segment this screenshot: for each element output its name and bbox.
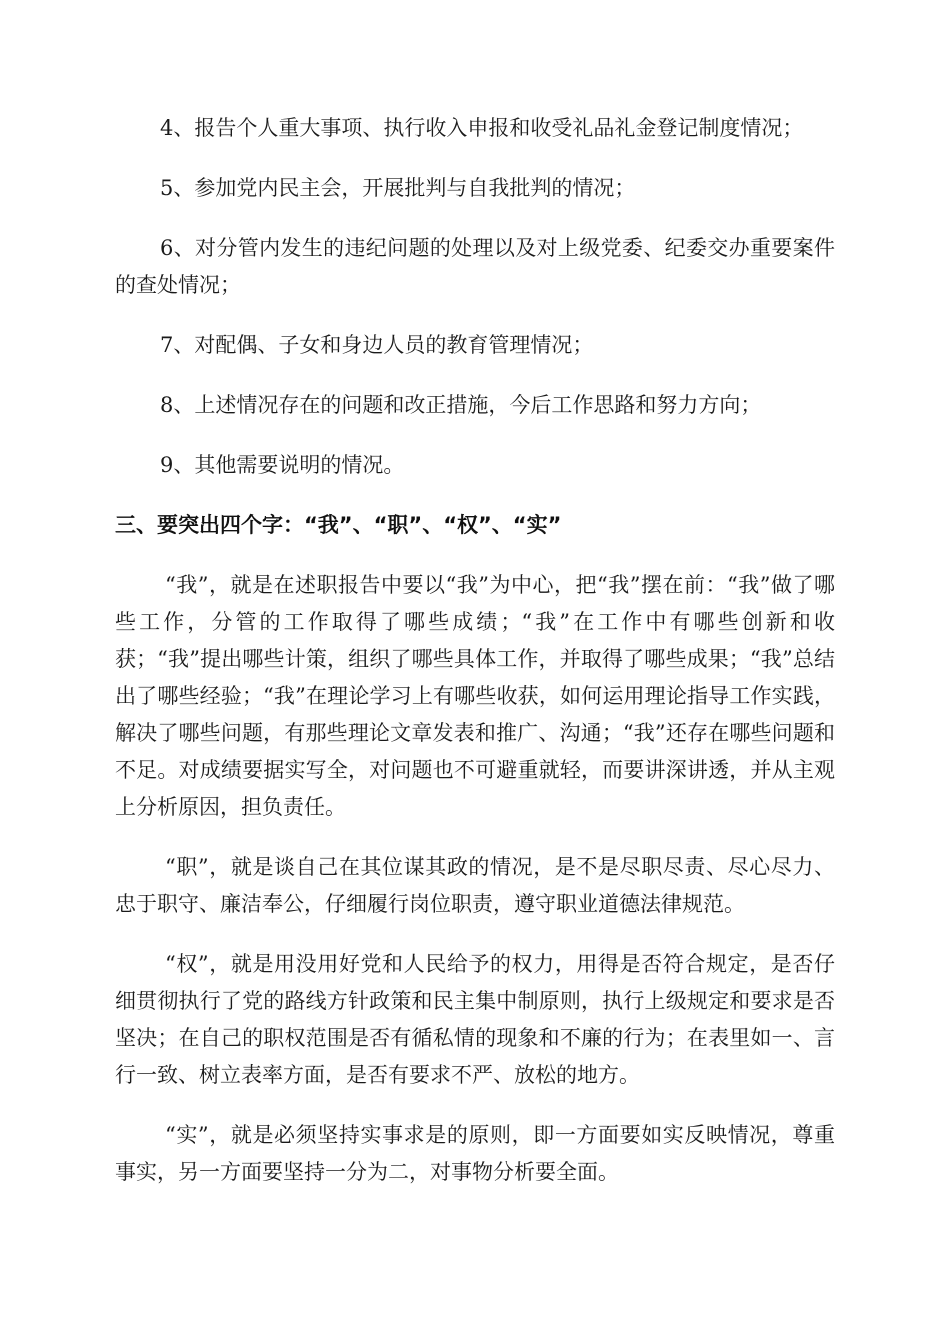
- paragraph-shi: “实”，就是必须坚持实事求是的原则，即一方面要如实反映情况，尊重事实，另一方面要坚持一分为二，对事物分析要全面。: [115, 1123, 835, 1184]
- document-body: [115, 110, 835, 1214]
- list-item-7: 7、对配偶、子女和身边人员的教育管理情况；: [160, 333, 594, 357]
- list-item-4: 4、报告个人重大事项、执行收入申报和收受礼品礼金登记制度情况；: [160, 116, 804, 140]
- paragraph-zhi: “职”，就是谈自己在其位谋其政的情况，是不是尽职尽责、尽心尽力、忠于职守、廉洁奉公，仔细履行岗位职责，遵守职业道德法律规范。: [115, 855, 835, 916]
- list-item-6: 6、对分管内发生的违纪问题的处理以及对上级党委、纪委交办重要案件的查处情况；: [115, 236, 835, 297]
- section-heading: 三、要突出四个字：“我”、“职”、“权”、“实”: [115, 513, 562, 537]
- list-item-9: 9、其他需要说明的情况。: [160, 453, 405, 477]
- list-item-5: 5、参加党内民主会，开展批判与自我批判的情况；: [160, 176, 636, 200]
- list-item-8: 8、上述情况存在的问题和改正措施，今后工作思路和努力方向；: [160, 393, 762, 417]
- paragraph-quan: “权”，就是用没用好党和人民给予的权力，用得是否符合规定，是否仔细贯彻执行了党的路线方针政策和民主集中制原则，执行上级规定和要求是否坚决；在自己的职权范围是否有循私情的现象和不廉的行为；在表里如一、言行一致、树立表率方面，是否有要求不严、放松的地方。: [115, 952, 835, 1087]
- paragraph-wo: “我”，就是在述职报告中要以“我”为中心，把“我”摆在前：“我”做了哪些工作，分管的工作取得了哪些成绩；“我”在工作中有哪些创新和收获；“我”提出哪些计策，组织了哪些具体工作，并取得了哪些成果；“我”总结出了哪些经验；“我”在理论学习上有哪些收获，如何运用理论指导工作实践，解决了哪些问题，有那些理论文章发表和推广、沟通；“我”还存在哪些问题和不足。对成绩要据实写全，对问题也不可避重就轻，而要讲深讲透，并从主观上分析原因，担负责任。: [115, 573, 835, 819]
